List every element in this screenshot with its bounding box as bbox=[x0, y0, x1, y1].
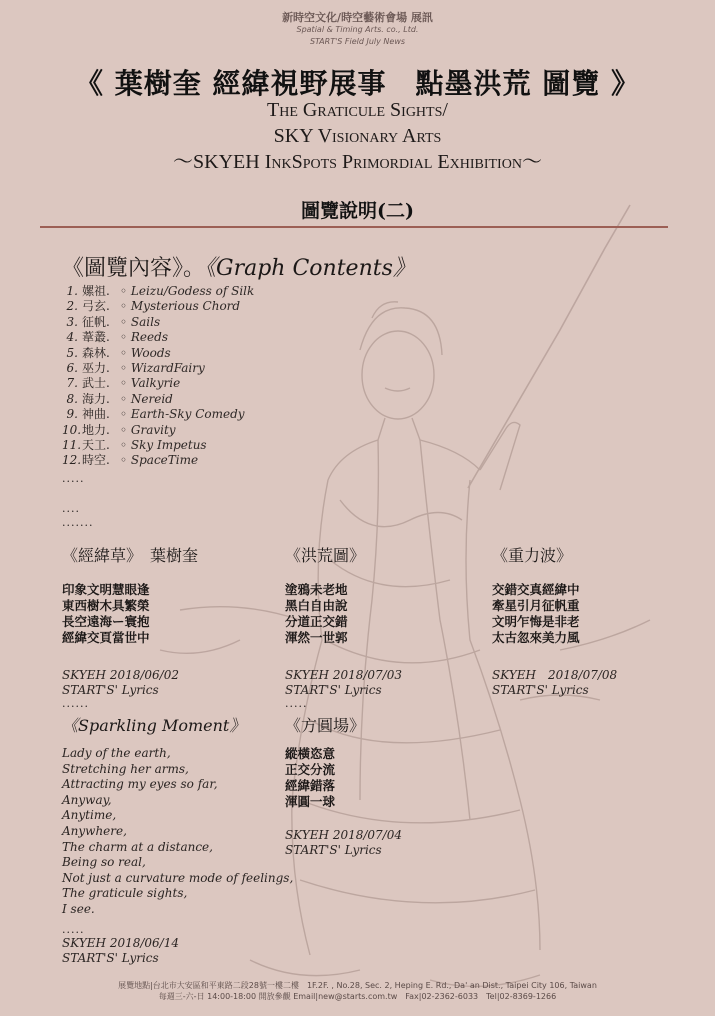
list-item: 2. 弓玄. ◦ Mysterious Chord bbox=[66, 299, 241, 314]
poem-credit-lyrics: START'S' Lyrics bbox=[492, 683, 589, 697]
list-item: 9. 神曲. ◦ Earth-Sky Comedy bbox=[66, 407, 245, 422]
poem-line: Not just a curvature mode of feelings, bbox=[62, 870, 294, 885]
contents-heading-en: 《Graph Contents》 bbox=[205, 256, 415, 281]
list-item: 1. 嫘祖. ◦ Leizu/Godess of Silk bbox=[66, 284, 255, 298]
poem-line: The charm at a distance, bbox=[62, 839, 213, 854]
contents-list bbox=[62, 284, 254, 469]
org-name-zh: 新時空文化/時空藝術會場 展訊 bbox=[282, 11, 433, 24]
poem-line: The graticule sights, bbox=[62, 886, 188, 901]
poem-line: Being so real, bbox=[62, 855, 146, 870]
poem-title: 《方圓場》 bbox=[285, 716, 366, 735]
title-en-line-2: SKY Visionary Arts bbox=[273, 125, 442, 147]
org-news-label: START'S Field July News bbox=[309, 37, 406, 46]
poem-line: Anywhere, bbox=[62, 823, 127, 838]
poem-trail: ...... bbox=[62, 697, 89, 710]
poem-line: Attracting my eyes so far, bbox=[62, 777, 218, 792]
footer-address: 展覽地點|台北市大安區和平東路二段28號一樓二樓 1F.2F. , No.28, Sec. 2, Heping E. Rd., Da' an Dist., Taipei City 106, Taiwan bbox=[118, 981, 597, 990]
poem-line: 長空遠海ー寰抱 bbox=[62, 614, 150, 629]
poem-title: 《洪荒圖》 bbox=[285, 546, 366, 565]
list-item: 7. 武士. ◦ Valkyrie bbox=[66, 376, 181, 391]
poem-line: 渾然一世郭 bbox=[285, 630, 348, 645]
contents-ellipsis-2: .... bbox=[62, 502, 80, 515]
poem-line: 太古忽來美力風 bbox=[492, 630, 580, 645]
poem-credit-date: SKYEH 2018/07/03 bbox=[285, 668, 402, 682]
poem-jingwei bbox=[62, 543, 198, 710]
poem-line: I see. bbox=[62, 901, 95, 916]
poem-title: 《經緯草》 葉樹奎 bbox=[62, 546, 199, 565]
poem-fangyuan bbox=[285, 713, 402, 858]
poem-line: Lady of the earth, bbox=[62, 746, 171, 760]
poem-line: 印象文明慧眼逢 bbox=[62, 582, 150, 597]
poem-line: 經緯錯落 bbox=[285, 778, 336, 793]
poem-title: 《Sparkling Moment》 bbox=[62, 716, 246, 735]
poem-credit-lyrics: START'S' Lyrics bbox=[285, 843, 382, 857]
footer-contact bbox=[0, 980, 715, 1002]
contents-heading-zh: 《圖覽內容》。 bbox=[62, 256, 206, 281]
poem-credit-date: SKYEH 2018/06/02 bbox=[62, 668, 179, 682]
title-en-line-1: The Graticule Sights/ bbox=[267, 99, 448, 121]
poem-line: 塗鴉未老地 bbox=[285, 582, 348, 597]
poem-line: 正交分流 bbox=[285, 762, 336, 777]
poem-line: 渾圓一球 bbox=[285, 794, 336, 809]
poem-credit-lyrics: START'S' Lyrics bbox=[62, 683, 159, 697]
poem-trail: ..... bbox=[62, 922, 85, 936]
poem-credit-date: SKYEH 2018/07/04 bbox=[285, 828, 402, 842]
poem-honghuang bbox=[285, 543, 402, 710]
poem-line: Anytime, bbox=[62, 808, 117, 823]
list-item: 3. 征帆. ◦ Sails bbox=[66, 314, 161, 329]
poem-line: 經緯交頁當世中 bbox=[62, 630, 150, 645]
poem-sparkling-moment bbox=[62, 713, 293, 966]
list-item: 8. 海力. ◦ Nereid bbox=[66, 391, 173, 406]
list-item: 4. 葦叢. ◦ Reeds bbox=[66, 330, 168, 345]
title-en-line-3: ～SKYEH InkSpots Primordial Exhibition～ bbox=[173, 151, 542, 173]
footer-hours-contact: 每週三-六-日 14:00-18:00 開放參觀 Email|new@starts.com.tw Fax|02-2362-6033 Tel|02-8369-1266 bbox=[158, 992, 557, 1001]
poem-line: Stretching her arms, bbox=[62, 761, 189, 776]
poem-credit-date: SKYEH 2018/06/14 bbox=[62, 935, 179, 950]
org-name-en: Spatial & Timing Arts. co., Ltd. bbox=[296, 25, 419, 34]
contents-ellipsis-1: ..... bbox=[62, 472, 85, 485]
list-item: 5. 森林. ◦ Woods bbox=[66, 345, 171, 360]
contents-heading bbox=[62, 251, 415, 282]
poem-trail: ..... bbox=[285, 697, 308, 710]
poem-line: 文明乍悔是非老 bbox=[492, 614, 580, 629]
poem-credit-lyrics: START'S' Lyrics bbox=[285, 683, 382, 697]
list-item: 12.時空. ◦ SpaceTime bbox=[62, 453, 199, 468]
poem-credit-date: SKYEH 2018/07/08 bbox=[492, 668, 618, 682]
poem-line: Anyway, bbox=[62, 792, 112, 807]
list-item: 6. 巫力. ◦ WizardFairy bbox=[66, 360, 205, 375]
exhibition-title-zh: 《 葉樹奎 經緯視野展事 點墨洪荒 圖覽 》 bbox=[75, 67, 640, 100]
poem-line: 交錯交真經緯中 bbox=[492, 582, 580, 597]
section-subtitle: 圖覽說明(二) bbox=[301, 200, 414, 222]
poem-line: 牽星引月征帆重 bbox=[492, 598, 580, 613]
list-item: 10.地力. ◦ Gravity bbox=[62, 422, 176, 437]
poem-line: 縱橫恣意 bbox=[285, 746, 336, 761]
organization-header bbox=[0, 12, 715, 48]
list-item: 11.天工. ◦ Sky Impetus bbox=[62, 437, 207, 452]
poem-line: 分道正交錯 bbox=[285, 614, 348, 629]
poem-line: 黑白自由說 bbox=[285, 598, 348, 613]
poem-line: 東西樹木具繁榮 bbox=[62, 598, 150, 613]
poem-title: 《重力波》 bbox=[492, 546, 573, 565]
poem-credit-lyrics: START'S' Lyrics bbox=[62, 950, 159, 965]
exhibition-title-en bbox=[0, 97, 715, 175]
title-divider bbox=[40, 226, 668, 228]
poem-zhongli bbox=[492, 543, 617, 698]
contents-ellipsis-3: ....... bbox=[62, 516, 94, 529]
